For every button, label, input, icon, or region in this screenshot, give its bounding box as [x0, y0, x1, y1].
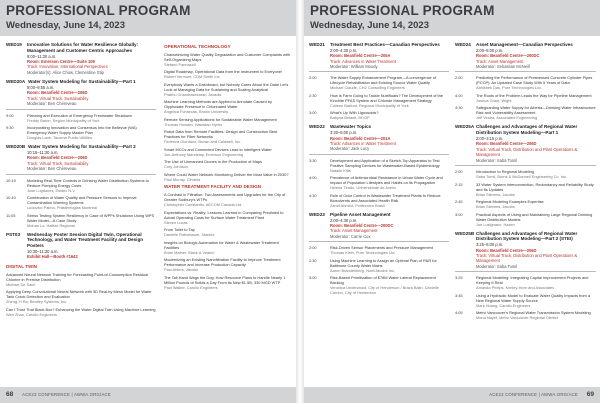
- session-block: [455, 42, 596, 120]
- presenter-name: Saba Tomil, Burns & McDonnell Engineering Co. Inc.: [476, 174, 567, 180]
- footer-text: ACE23 CONFERENCE | AWWA.ORG/ACE: [22, 392, 111, 397]
- session-block: [309, 124, 449, 207]
- session-moderator: Moderator: Saba Tomil: [476, 263, 518, 269]
- session-moderator: Moderator: Carrie Cox: [330, 233, 371, 239]
- poster-item: [164, 227, 292, 237]
- presenter-name: Jeff Vestra, Associated Engineering: [476, 115, 538, 121]
- presentation-text: [330, 275, 449, 295]
- poster-title: Remote Sensing Applications for Sustainable Water Management: [164, 116, 277, 122]
- session-time: 9:00–9:55 a.m.: [27, 85, 55, 91]
- presentation-time: 2:00: [455, 169, 463, 175]
- presentation-item: [455, 293, 596, 308]
- poster-title: The Tall Hand Wags the Dog: How Resource Plans to Handle Nearly 1 Million Pounds of Solids a Day From its New $1.5B, 330 MGD WTP: [164, 274, 286, 285]
- presentation-text: [476, 293, 596, 308]
- presenter-name: Babyna Belanti, BOOP: [330, 115, 370, 121]
- program-title: PROFESSIONAL PROGRAM: [6, 3, 191, 18]
- category-heading: DIGITAL TWIN: [6, 263, 37, 269]
- presentation-time: 3:45: [455, 292, 463, 298]
- session-room: Room: Beanfield Centre—206D: [27, 90, 88, 96]
- poster-title: Everybody Wants a Dashboard, but Nobody Cares About the Data! Let's Look at Managing Data for Sustaining and Scaling Analytical: [164, 81, 289, 92]
- session-time: 2:00–3:15 p.m.: [476, 136, 504, 142]
- poster-author: Cory Johnson: [164, 164, 189, 170]
- poster-item: [164, 69, 292, 79]
- session-time: 2:00–5:00 p.m.: [476, 47, 504, 53]
- right-column-1: [309, 42, 449, 384]
- presentation-time: 4:30: [309, 192, 317, 198]
- poster-title: Where Could Water Network Monitoring Deliver the Most Value in 2030?: [164, 171, 289, 177]
- presenter-name: Freddy Baron, Region Municipality of York: [27, 117, 100, 123]
- presentation-item: [309, 258, 449, 273]
- presentation-text: [476, 169, 567, 179]
- session-title: Wastewater Topics: [330, 124, 372, 130]
- session-block: [455, 124, 596, 226]
- presentation-time: 3:30: [309, 157, 317, 163]
- session-header: [455, 231, 596, 243]
- presentation-item: [455, 275, 596, 290]
- session-block: [309, 42, 449, 120]
- session-moderator: Moderator: Sebastian McNeill: [476, 64, 530, 70]
- page-header: [0, 0, 296, 36]
- poster-title: The Use of Unmanned Drones in the Production of Maps: [164, 159, 262, 165]
- presentation-item: [309, 175, 449, 190]
- session-code: WED20B: [6, 144, 26, 150]
- session-room: Room: Beanfield Centre—206D: [476, 247, 537, 253]
- presentation-item: [309, 158, 449, 173]
- presentation-time: 3:00: [309, 275, 317, 281]
- poster-author: Stefano Pannasoli: [164, 61, 196, 67]
- presentation-item: [309, 93, 449, 108]
- presentation-item: [6, 213, 156, 228]
- session-time: 3:30–5:00 p.m.: [330, 130, 358, 136]
- poster-title: From Toilet to Tap: [164, 227, 195, 233]
- left-column-sessions: [6, 42, 156, 384]
- session-block: [6, 144, 156, 227]
- session-moderator: Moderator: Saba Tomil: [476, 157, 518, 163]
- divider: [6, 174, 156, 175]
- presentation-text: [476, 199, 544, 209]
- presentation-title: Prevalence of Antimicrobial Resistance in Urban Water Cycle and Impact of Population Lifestyles and Habits on its Propagation: [330, 175, 443, 186]
- poster-author: Paul Murray, Cimbria: [164, 176, 201, 182]
- presenter-name: Abhishek Das, Pure Technologies Ltd.: [476, 85, 542, 91]
- presentation-title: Stress Testing System Resiliency in Case of WPPs Shutdown Using WPS Water Model—A Case Study: [27, 212, 155, 223]
- session-block: [6, 42, 156, 75]
- presentation-item: [6, 178, 156, 193]
- presentation-title: Development and Application of a Sketch-Top Apparatus to Test Positive Sampling Devices for Wastewater-Based Epidemiology: [330, 157, 440, 168]
- presenter-name: Brian Stevens, Jacobs: [476, 204, 515, 210]
- session-time: 10:30–11:30 a.m.: [27, 248, 59, 254]
- poster-item: [164, 52, 292, 67]
- presentation-title: Combination of Water Quality and Pressure Sensors to Improve Contamination Warning Systems: [27, 195, 137, 206]
- presentation-text: [330, 175, 449, 190]
- session-time: 2:00–4:30 p.m.: [330, 47, 358, 53]
- presentation-title: Regional Modeling Examples Expertise: [476, 199, 544, 205]
- poster-author: Robert Vermont, CDM Smith Inc.: [164, 74, 221, 80]
- presentation-text: [476, 275, 596, 290]
- poster-title: Insights on Biologic Automation for Water & Wastewater Treatment Facilities: [164, 239, 279, 250]
- poster-author: Paul Walker, Carollo Engineers: [164, 284, 218, 290]
- presentation-time: 2:30: [309, 92, 317, 98]
- session-header: [455, 124, 596, 136]
- presentation-title: Risk-Based Prioritization of $78M Water Lateral Replacement Backlog: [330, 275, 436, 286]
- presentation-time: 3:25: [455, 275, 463, 281]
- presentation-time: 4:00: [455, 92, 463, 98]
- presentation-title: Safeguarding Water Supply for Alberta—Drinking Water Infrastructure Risk and Vulnerability Assessment: [476, 105, 596, 116]
- presentation-time: 2:00: [309, 75, 317, 81]
- poster-author: Brian Mather, Black & Veatch: [164, 249, 215, 255]
- presentation-title: The Roots of the Problem Leads the Way for Pipeline Management: [476, 92, 592, 98]
- poster-author: Christopher Constantin, AECOM Canada Ltd.: [164, 202, 243, 208]
- presentation-title: 33 Water System Interconnection, Redundancy and Reliability Study and Its Updates: [476, 181, 594, 192]
- poster-item: [164, 147, 292, 157]
- presentation-item: [6, 125, 156, 140]
- session-room: Room: Beanfield Centre—205A: [330, 53, 391, 59]
- footer-text: ACE23 CONFERENCE | AWWA.ORG/ACE: [489, 392, 578, 397]
- poster-item: [6, 272, 156, 287]
- presenter-name: Joe Lusignano, Hazen: [476, 221, 515, 227]
- session-track: Track: Virtual Track, Distribution and Plant Operations & Management: [476, 146, 578, 158]
- session-title: Challenges and Advantages of Regional Water Distribution System Modeling—Part 1: [476, 124, 578, 136]
- session-room: Room: Beanfield Centre—200DC: [476, 53, 540, 59]
- presentation-time: 4:30: [455, 105, 463, 111]
- poster-item: [164, 172, 292, 182]
- poster-item: [164, 210, 292, 225]
- poster-title: Machine Learning Methods are Applied to Annotate Caused by Glyphosate Presence in Chlorinated Water: [164, 99, 272, 110]
- session-title: Water System Modeling for Sustainability—Part 1: [28, 79, 136, 85]
- left-page: [0, 0, 296, 403]
- presentation-item: [455, 310, 596, 320]
- presentation-item: [309, 245, 449, 255]
- presentation-time: 9:00: [6, 112, 14, 118]
- poster-title: Digital Roadmap, Operational Data from the Instrument to Everyone!: [164, 69, 283, 75]
- session-track: Track: Virtual Track, Sustainability: [27, 95, 89, 101]
- divider: [455, 71, 596, 72]
- poster-title: Applying Deep Convolutional Neural Network with 3D Real-by Mesh Model for Water Tank Crack Detection and Evaluation: [6, 289, 152, 300]
- presentation-time: 2:15: [455, 181, 463, 187]
- session-room: Exhibit Hall—Booth #1642: [27, 254, 78, 260]
- poster-title: Smart MCCs and Connected Devices Lead to Intelligent Water: [164, 146, 272, 152]
- session-room: Room: Beanfield Centre—206D: [27, 155, 88, 161]
- presentation-item: [455, 169, 596, 179]
- presentation-title: Risk-Driven Sensor Placements and Pressure Management: [330, 245, 433, 251]
- poster-title: Advanced Neural Network Training for Forecasting Point-of-Consumption Residual Chlorine in Premise Distribution: [6, 271, 149, 282]
- session-moderator: Moderator: Ben Chéreveau: [27, 101, 77, 107]
- presentation-time: 10:40: [6, 195, 16, 201]
- poster-item: [164, 99, 292, 114]
- presentation-text: [330, 75, 449, 90]
- poster-author: Thomas Howard, Hawaiian Hydro: [164, 121, 223, 127]
- session-moderator: Moderator: William Moody: [330, 64, 378, 70]
- presentation-text: [27, 178, 156, 193]
- session-code: WED22: [309, 124, 325, 130]
- presentation-item: [455, 105, 596, 120]
- presentation-text: [27, 195, 156, 210]
- session-block: [309, 212, 449, 295]
- presentation-text: [330, 158, 449, 173]
- poster-title: Expectations vs. Reality: Lessons Learned in Comparing Predicted to Actual Operating Costs for Surface Water Treatment Plant: [164, 209, 284, 220]
- session-code: WED23: [309, 211, 325, 217]
- presentation-item: [309, 110, 449, 120]
- presenter-name: Veronica Underwood, City of Henderson / Busra Balin, Danielle Carrión, City of Henderson: [330, 285, 439, 296]
- session-header: [6, 42, 156, 54]
- presentation-title: Modeling Real-Time Controls in Drinking Water Distribution Systems to Reduce Pumping Energy Costs: [27, 177, 149, 188]
- page-number: 69: [586, 391, 594, 398]
- session-block: [455, 231, 596, 321]
- presentation-title: Introduction to Regional Modeling: [476, 169, 534, 175]
- session-code: WED19: [6, 42, 22, 47]
- session-room: Room: Beanfield Centre—206D: [476, 141, 537, 147]
- divider: [309, 241, 449, 242]
- category-heading: WATER TREATMENT FACILITY AND DESIGN: [164, 184, 262, 190]
- divider: [6, 109, 156, 110]
- presenter-name: Zahid Ahmed, Politecnico Brasil: [330, 202, 385, 208]
- poster-author: Angelica Fonsecas, Brown University: [164, 109, 229, 115]
- poster-item: [164, 159, 292, 169]
- session-track: Track: Asset Management: [476, 58, 524, 64]
- page-number: 68: [6, 391, 14, 398]
- session-track: Track: Innovation, International Perspectives: [27, 64, 108, 70]
- poster-title: Modernizing an Existing Nanofiltration Facility to Improve Treatment Performance and Increase Production Capacity: [164, 257, 281, 268]
- poster-item: [164, 117, 292, 127]
- presentation-title: Planning and Execution of Emergency Freshwater Shutdown: [27, 112, 132, 118]
- session-title: Treatment Best Practices—Canadian Perspectives: [330, 42, 440, 47]
- presenter-name: Ludovico Palma, Prästenfoglas Montreal: [27, 205, 97, 211]
- presentation-title: Regional Modeling: Integrating Capital Improvement Projects and Keeping It Real: [476, 275, 589, 286]
- session-title: Water System Modeling for Sustainability—Part 2: [28, 144, 136, 150]
- session-track: Track: Virtual Track, Sustainability: [27, 160, 89, 166]
- session-code: WED20A: [6, 79, 26, 85]
- presentation-title: Predicting the Performance of Prestressed Concrete Cylinder Pipes (PCCP): An Updated Case Study With 5 Years of Data: [476, 75, 593, 86]
- poster-author: Zheng-Yi Ra, Bentley Systems, Inc.: [6, 299, 68, 305]
- presentation-title: Role of Odor Control in Wastewater Treatment Plants to Reduce Biosolvents and Associated Health Risk: [330, 192, 441, 203]
- category-heading: OPERATIONAL TECHNOLOGY: [164, 44, 231, 49]
- session-code: WED25B: [455, 230, 475, 236]
- presenter-name: Mark Huang, Carollo Engineers: [476, 302, 531, 308]
- presenter-name: Michael Claude, CH2 Consulting Engineers: [330, 85, 405, 91]
- presenter-name: Mohan Lo, Halifax Regional: [27, 222, 75, 228]
- presentation-text: [476, 105, 596, 120]
- presentation-title: The Water Supply Enhancement Program—A convergence of Lifecycle Rehabilitation and Existing Source Water Quality: [330, 75, 437, 86]
- poster-author: Wen Zhao, Carollo Engineers: [6, 311, 57, 317]
- presentation-time: 9:30: [6, 125, 14, 131]
- poster-author: Prabhu Chandrasekaran, Arcadis: [164, 91, 222, 97]
- poster-title: Can I Trust That Black Box? Enhancing the Water Digital Twin Using Machine Learning: [6, 306, 156, 312]
- poster-item: [6, 289, 156, 304]
- presentation-item: [309, 75, 449, 90]
- session-moderator: Moderator(s): Alice Chow, Clementine Stip: [27, 69, 104, 75]
- presentation-item: [455, 199, 596, 209]
- presentation-text: [476, 212, 596, 227]
- presentation-time: 2:00: [309, 245, 317, 251]
- session-time: 9:00–11:30 a.m.: [27, 53, 57, 59]
- poster-title: A Contrast in Filtration: Two Assessments and Upgrades for the City of Greater Sudbury's WTPs: [164, 192, 286, 203]
- session-header: [6, 232, 156, 249]
- presentation-item: [455, 93, 596, 103]
- session-title: Pipeline Asset Management: [330, 211, 391, 217]
- session-code: PST03: [6, 231, 21, 237]
- poster-item: [164, 192, 292, 207]
- program-date: Wednesday, June 14, 2023: [6, 20, 125, 31]
- presenter-name: Aaron Brandenberg, Noel/Jacobs Inc.: [330, 267, 395, 273]
- presenter-name: Douglas Lane, Tacoma Public Utilities: [27, 135, 93, 141]
- session-track: Track: Advances in Water Treatment: [330, 141, 396, 147]
- presentation-item: [6, 195, 156, 210]
- presentation-item: [309, 193, 449, 208]
- session-track: Track: Advances in Water Treatment: [330, 58, 396, 64]
- presentation-text: [27, 213, 156, 228]
- poster-author: Paul Ahlers, Jacobs: [164, 267, 199, 273]
- divider: [455, 271, 596, 272]
- presentation-text: [330, 258, 449, 273]
- right-column-2: [455, 42, 596, 384]
- presentation-title: What's Up With Lignosoids?: [330, 110, 379, 116]
- presentation-time: 11:05: [6, 212, 16, 218]
- session-time: 3:25–5:00 p.m.: [476, 242, 504, 248]
- left-column-posters: [164, 42, 292, 384]
- page-footer: [304, 387, 600, 403]
- presenter-name: Joshua Grant, Wight: [476, 97, 512, 103]
- presentation-title: Practical Aspects of Using and Maintaining Large Regional Drinking Water Distribution Models: [476, 211, 593, 222]
- poster-title: Characterizing Water Quality Degradation and Customer Complaints with Self-Organizing Maps: [164, 51, 290, 62]
- presentation-time: 4:05: [455, 310, 463, 316]
- right-page: [304, 0, 600, 403]
- presenter-name: Helena Tirado, Universidade de Aveiro: [330, 185, 397, 191]
- presentation-text: [27, 113, 132, 123]
- presentation-time: 3:00: [309, 110, 317, 116]
- presentation-time: 2:00: [455, 75, 463, 81]
- presenter-name: Natalie Kitts: [330, 167, 351, 173]
- presentation-text: [27, 125, 156, 140]
- presentation-item: [455, 182, 596, 197]
- presentation-text: [330, 245, 433, 255]
- poster-title: Robot Data from Remote Facilities: Design and Construction Best Practices for Fiber Networks: [164, 129, 278, 140]
- presentation-time: 2:45: [455, 199, 463, 205]
- session-track: Track: Virtual Track, Distribution and Plant Operations & Management: [476, 252, 578, 264]
- session-room: Room: Beanfield Centre—201A: [330, 135, 391, 141]
- presentation-text: [330, 110, 379, 120]
- session-code: WED25A: [455, 124, 475, 130]
- session-title: Innovative Solutions for Water Resilience Globally: Management and Customer Centric Approaches: [27, 42, 139, 53]
- presenter-name: Amanda Phelps, Kimley-Horn and Associates: [476, 285, 555, 291]
- poster-item: [164, 129, 292, 144]
- program-title: PROFESSIONAL PROGRAM: [310, 3, 495, 18]
- session-room: Room: Beanfield Centre—200DC: [330, 223, 394, 229]
- poster-item: [6, 307, 156, 317]
- session-block: [6, 79, 156, 140]
- poster-item: [164, 257, 292, 272]
- session-block: [6, 232, 156, 260]
- session-time: 2:00–4:30 p.m.: [330, 217, 358, 223]
- presenter-name: Jose Lugdanes, Esidex N.V.: [27, 187, 76, 193]
- presentation-title: Using Machine Learning to Assign an Optimal Plan of R&R for Baltimore County Water Mains: [330, 257, 437, 268]
- presentation-text: [476, 182, 596, 197]
- presentation-title: Incorporating Innovation and Consensus Into the Bellevue (WA) Emergency Water Supply Master Plan: [27, 125, 137, 136]
- poster-item: [164, 240, 292, 255]
- poster-author: Jon-Anthony Mandelay, Emerson Engineering: [164, 151, 244, 157]
- session-code: WED21: [309, 42, 325, 47]
- poster-item: [164, 82, 292, 97]
- presentation-text: [330, 193, 449, 208]
- page-gutter: [296, 0, 304, 403]
- presentation-time: 3:00: [455, 211, 463, 217]
- presentation-text: [476, 310, 591, 320]
- session-time: 10:15–11:30 a.m.: [27, 149, 59, 155]
- poster-author: Federica Giordano, Brown and Caldwell, Inc.: [164, 139, 242, 145]
- presentation-time: 10:15: [6, 177, 16, 183]
- divider: [309, 71, 449, 72]
- presentation-text: [476, 75, 596, 90]
- poster-author: Danielle Rothebaum, Stantec: [164, 232, 215, 238]
- session-title: Challenges and Advantages of Regional Water Distribution System Modeling—Part 2 (STEI): [476, 230, 578, 242]
- poster-author: Michael De Sacri: [6, 281, 36, 287]
- presentation-time: 2:30: [309, 257, 317, 263]
- session-moderator: Moderator: Jack Lucy: [330, 146, 370, 152]
- session-header: [309, 42, 449, 48]
- page-footer: [0, 387, 296, 403]
- presentation-item: [6, 113, 156, 123]
- divider: [455, 165, 596, 166]
- presenter-name: Brian Stevens, Jacobs: [476, 191, 515, 197]
- presenter-name: Thomas Klein, Pure Technologies Ltd.: [330, 250, 396, 256]
- presenter-name: Colleen Barfoot, Regional Municipality of York: [330, 102, 409, 108]
- divider: [309, 154, 449, 155]
- session-track: Track: Asset Management: [330, 228, 378, 234]
- presentation-text: [476, 93, 592, 103]
- presentation-item: [455, 75, 596, 90]
- poster-author: Steven Lucas: [164, 219, 188, 225]
- presentation-title: Metro Vancouver's Regional Water Transmission System Modeling: [476, 310, 591, 316]
- presenter-name: Mona Nayef, Metro Vancouver Regional District: [476, 315, 558, 321]
- presentation-title: Using a Hydraulic Model to Evaluate Water Quality Impacts from a New Regional Water Supply Source: [476, 292, 591, 303]
- session-code: WED24: [455, 42, 471, 47]
- presentation-time: 4:00: [309, 175, 317, 181]
- page-header: [304, 0, 600, 36]
- session-moderator: Moderator: Ben Chéreveau: [27, 166, 77, 172]
- presentation-item: [455, 212, 596, 227]
- presentation-text: [330, 93, 449, 108]
- session-room: Room: Emerson Centre—Suite 109: [27, 59, 95, 64]
- poster-item: [164, 275, 292, 290]
- program-date: Wednesday, June 14, 2023: [310, 20, 429, 31]
- presentation-title: How is Farm Going to Tackle Nutrifloats? The Development of the Kinohite PFAS System and Chloride Management Strategy: [330, 92, 443, 103]
- presentation-item: [309, 275, 449, 295]
- session-title: Wednesday Poster Session Digital Twin, Operational Technology, and Water Treatment Facility and Design Posters: [27, 231, 144, 249]
- session-title: Asset Management—Canadian Perspectives: [476, 42, 573, 47]
